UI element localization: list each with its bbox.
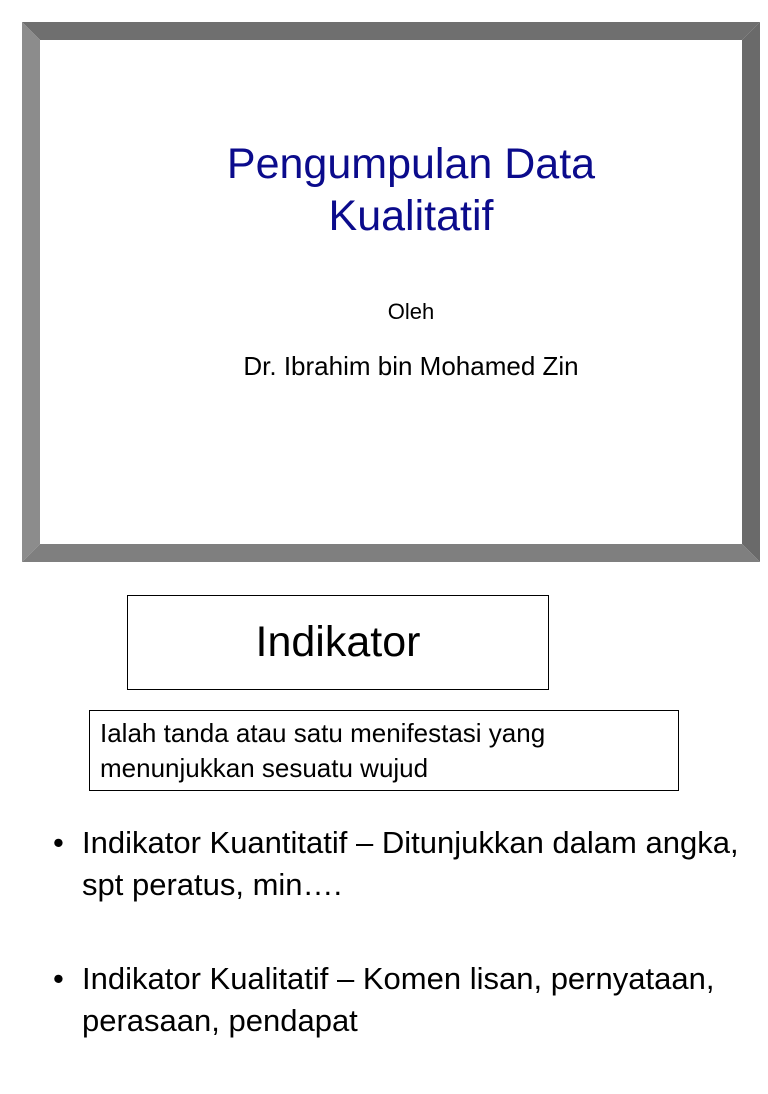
author-name: Dr. Ibrahim bin Mohamed Zin — [243, 351, 579, 381]
bullet-item-quantitative — [50, 822, 750, 906]
title-line-2: Kualitatif — [328, 192, 494, 240]
title-slide — [22, 22, 760, 562]
bullet-text: Indikator Kuantitatif – Ditunjukkan dalam angka, spt peratus, min…. — [82, 825, 739, 902]
definition-box: Ialah tanda atau satu menifestasi yang menunjukkan sesuatu wujud — [89, 710, 679, 791]
by-label: Oleh — [387, 299, 435, 324]
slide-title: Indikator — [127, 595, 549, 690]
title-slide-content — [62, 62, 760, 546]
presentation-title — [62, 138, 760, 242]
bullet-dot-icon: • — [53, 825, 64, 860]
bullet-item-qualitative — [50, 958, 750, 1042]
bullet-dot-icon: • — [53, 961, 64, 996]
bullet-text: Indikator Kualitatif – Komen lisan, pernyataan, perasaan, pendapat — [82, 961, 715, 1038]
title-line-1: Pengumpulan Data — [226, 140, 596, 188]
bullet-list — [50, 822, 750, 1094]
